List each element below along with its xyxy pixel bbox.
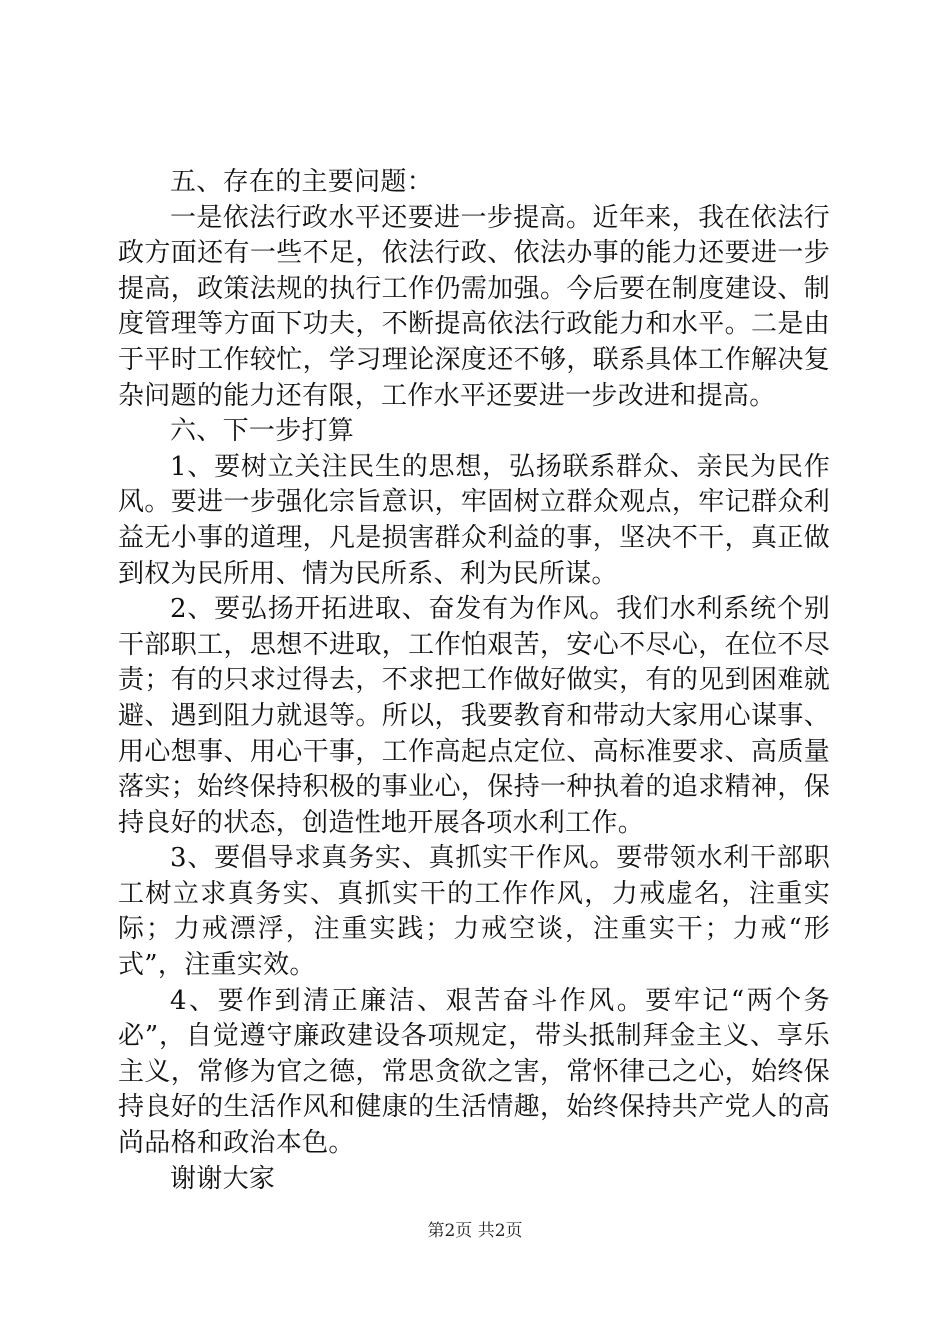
page-number-footer: 第2页 共2页 xyxy=(427,1221,523,1241)
paragraph-item-1: 1、要树立关注民生的思想，弘扬联系群众、亲民为民作风。要进一步强化宗旨意识，牢固树立群众观点，牢记群众利益无小事的道理，凡是损害群众利益的事，坚决不干，真正做到权为民所用、情为民所系、利为民所谋。 xyxy=(118,451,830,589)
section-heading-problems: 五、存在的主要问题： xyxy=(170,167,434,197)
section-heading-next-steps: 六、下一步打算 xyxy=(170,416,355,447)
paragraph-item-4: 4、要作到清正廉洁、艰苦奋斗作风。要牢记“两个务必”，自觉遵守廉政建设各项规定，带头抵制拜金主义、享乐主义，常修为官之德，常思贪欲之害，常怀律己之心，始终保持良好的生活作风和健康的生活情趣，始终保持共产党人的高尚品格和政治本色。 xyxy=(118,985,830,1159)
closing-thanks: 谢谢大家 xyxy=(170,1163,276,1194)
document-body xyxy=(118,165,830,1197)
paragraph-item-3: 3、要倡导求真务实、真抓实干作风。要带领水利干部职工树立求真务实、真抓实干的工作作风，力戒虚名，注重实际；力戒漂浮，注重实践；力戒空谈，注重实干；力戒“形式”，注重实效。 xyxy=(118,843,830,981)
paragraph-item-2: 2、要弘扬开拓进取、奋发有为作风。我们水利系统个别干部职工，思想不进取，工作怕艰苦，安心不尽心，在位不尽责；有的只求过得去，不求把工作做好做实，有的见到困难就避、遇到阻力就退等。所以，我要教育和带动大家用心谋事、用心想事、用心干事，工作高起点定位、高标准要求、高质量落实；始终保持积极的事业心，保持一种执着的追求精神，保持良好的状态，创造性地开展各项水利工作。 xyxy=(118,594,830,838)
paragraph-problems: 一是依法行政水平还要进一步提高。近年来，我在依法行政方面还有一些不足，依法行政、依法办事的能力还要进一步提高，政策法规的执行工作仍需加强。今后要在制度建设、制度管理等方面下功夫，不断提高依法行政能力和水平。二是由于平时工作较忙，学习理论深度还不够，联系具体工作解决复杂问题的能力还有限，工作水平还要进一步改进和提高。 xyxy=(118,202,830,411)
